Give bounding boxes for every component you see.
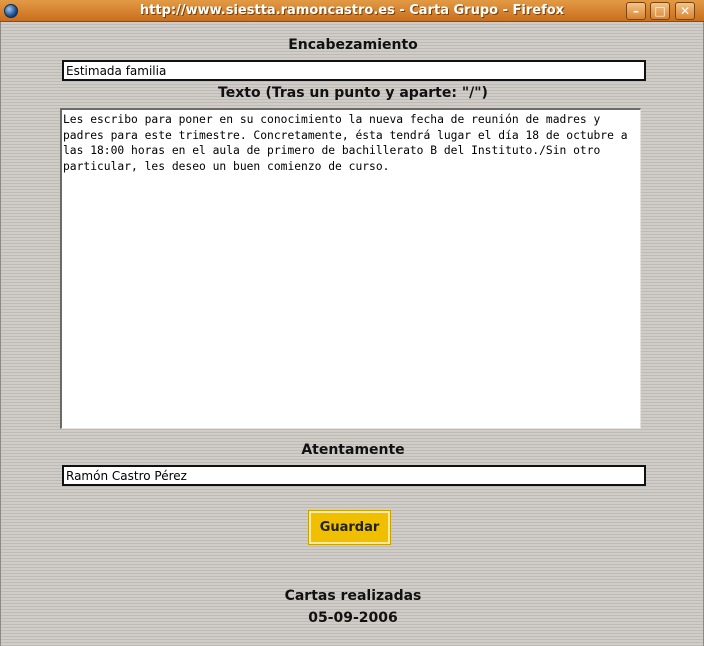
heading-label: Encabezamiento <box>288 37 418 53</box>
letter-date-link[interactable]: 05-09-2006 <box>308 610 398 626</box>
closing-label: Atentamente <box>301 442 405 458</box>
window-titlebar[interactable] <box>0 0 704 22</box>
closing-input[interactable]: Ramón Castro Pérez <box>62 465 646 486</box>
window-title: http://www.siestta.ramoncastro.es - Carta Grupo - Firefox <box>139 3 565 18</box>
body-label: Texto (Tras un punto y aparte: "/") <box>218 85 488 101</box>
save-button[interactable]: Guardar <box>309 511 390 544</box>
minimize-button[interactable]: – <box>626 2 646 20</box>
maximize-button[interactable]: □ <box>650 2 670 20</box>
heading-input[interactable]: Estimada familia <box>62 60 646 81</box>
letters-made-label: Cartas realizadas <box>284 588 422 604</box>
body-textarea[interactable]: Les escribo para poner en su conocimiento la nueva fecha de reunión de madres y padres para este trimestre. Concretamente, ésta tendrá lugar el día 18 de octubre a las 18:00 horas en el aula de primero de bachillerato B del Instituto./Sin otro particular, les deseo un buen comienzo de curso. <box>60 108 641 429</box>
page-content <box>0 22 704 646</box>
close-button[interactable]: ✕ <box>675 2 695 20</box>
